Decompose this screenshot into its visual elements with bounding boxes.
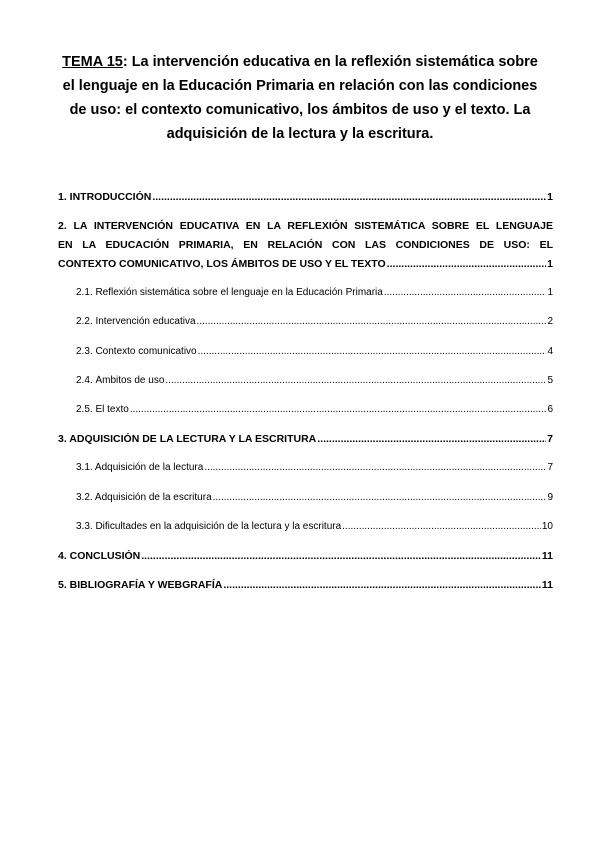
toc-entry-3-2[interactable] bbox=[76, 492, 553, 503]
toc-entry-text: 3.1. Adquisición de la lectura bbox=[76, 462, 204, 473]
toc-page-number: 10 bbox=[541, 521, 553, 532]
toc-entry-text: 3.3. Dificultades en la adquisición de la lectura y la escritura bbox=[76, 521, 342, 532]
toc-page-number: 1 bbox=[547, 191, 553, 203]
toc-leader bbox=[342, 521, 541, 532]
toc-entry-conclusion[interactable] bbox=[58, 550, 553, 562]
toc-leader bbox=[198, 346, 547, 357]
toc-entry-text: 2.2. Intervención educativa bbox=[76, 316, 196, 327]
toc-entry-text: 3. ADQUISICIÓN DE LA LECTURA Y LA ESCRITURA bbox=[58, 433, 317, 445]
toc-entry-2-4[interactable] bbox=[76, 375, 553, 386]
tema-label: TEMA 15 bbox=[62, 54, 123, 70]
toc-leader bbox=[197, 316, 547, 327]
toc-leader bbox=[130, 404, 547, 415]
toc-entry-2-line3[interactable] bbox=[58, 258, 553, 270]
toc-entry-text: 5. BIBLIOGRAFÍA Y WEBGRAFÍA bbox=[58, 579, 223, 591]
toc-entry-3-3[interactable] bbox=[76, 521, 553, 532]
toc-leader bbox=[141, 550, 541, 562]
document-title bbox=[60, 50, 540, 146]
toc-entry-3-1[interactable] bbox=[76, 462, 553, 473]
toc-leader bbox=[152, 191, 546, 203]
toc-page-number: 5 bbox=[547, 375, 553, 386]
toc-entry-2-5[interactable] bbox=[76, 404, 553, 415]
toc-page-number: 7 bbox=[547, 433, 553, 445]
toc-entry-bibliografia[interactable] bbox=[58, 579, 553, 591]
toc-entry-text: 1. INTRODUCCIÓN bbox=[58, 191, 152, 203]
toc-page-number: 11 bbox=[541, 579, 553, 591]
toc-entry-text: 2.5. El texto bbox=[76, 404, 129, 415]
toc-entry-introduccion[interactable] bbox=[58, 191, 553, 203]
toc-leader bbox=[317, 433, 546, 445]
toc-entry-2-1[interactable] bbox=[76, 287, 553, 298]
toc-leader bbox=[387, 258, 546, 270]
toc-entry-text: 2.4. Ámbitos de uso bbox=[76, 375, 165, 386]
title-text: : La intervención educativa en la reflexión sistemática sobre el lenguaje en la Educación Primaria en relación con las condiciones de uso: el contexto comunicativo, los ámbitos de uso y el texto. La adquisición de la lectura y la escritura. bbox=[62, 54, 538, 142]
toc-page-number: 9 bbox=[547, 492, 553, 503]
toc-entry-text: 3.2. Adquisición de la escritura bbox=[76, 492, 212, 503]
toc-leader bbox=[213, 492, 547, 503]
toc-page-number: 4 bbox=[547, 346, 553, 357]
toc-page-number: 1 bbox=[547, 258, 553, 270]
toc-page-number: 11 bbox=[541, 550, 553, 562]
toc-leader bbox=[165, 375, 546, 386]
toc-leader bbox=[384, 287, 547, 298]
toc-entry-2-2[interactable] bbox=[76, 316, 553, 327]
toc-page-number: 1 bbox=[547, 287, 553, 298]
toc-leader bbox=[204, 462, 546, 473]
toc-page-number: 2 bbox=[547, 316, 553, 327]
toc-entry-2-line2[interactable]: EN LA EDUCACIÓN PRIMARIA, EN RELACIÓN CON LAS CONDICIONES DE USO: EL bbox=[58, 239, 553, 251]
toc-entry-text: 4. CONCLUSIÓN bbox=[58, 550, 141, 562]
toc-entry-text: 2.3. Contexto comunicativo bbox=[76, 346, 197, 357]
toc-entry-text: CONTEXTO COMUNICATIVO, LOS ÁMBITOS DE USO Y EL TEXTO bbox=[58, 258, 386, 270]
toc-entry-2-line1[interactable]: 2. LA INTERVENCIÓN EDUCATIVA EN LA REFLEXIÓN SISTEMÁTICA SOBRE EL LENGUAJE bbox=[58, 220, 553, 232]
toc-leader bbox=[223, 579, 541, 591]
toc-entry-text: 2.1. Reflexión sistemática sobre el lenguaje en la Educación Primaria bbox=[76, 287, 383, 298]
toc-entry-2-3[interactable] bbox=[76, 346, 553, 357]
toc-page-number: 6 bbox=[547, 404, 553, 415]
toc-entry-adquisicion[interactable] bbox=[58, 433, 553, 445]
toc-page-number: 7 bbox=[547, 462, 553, 473]
